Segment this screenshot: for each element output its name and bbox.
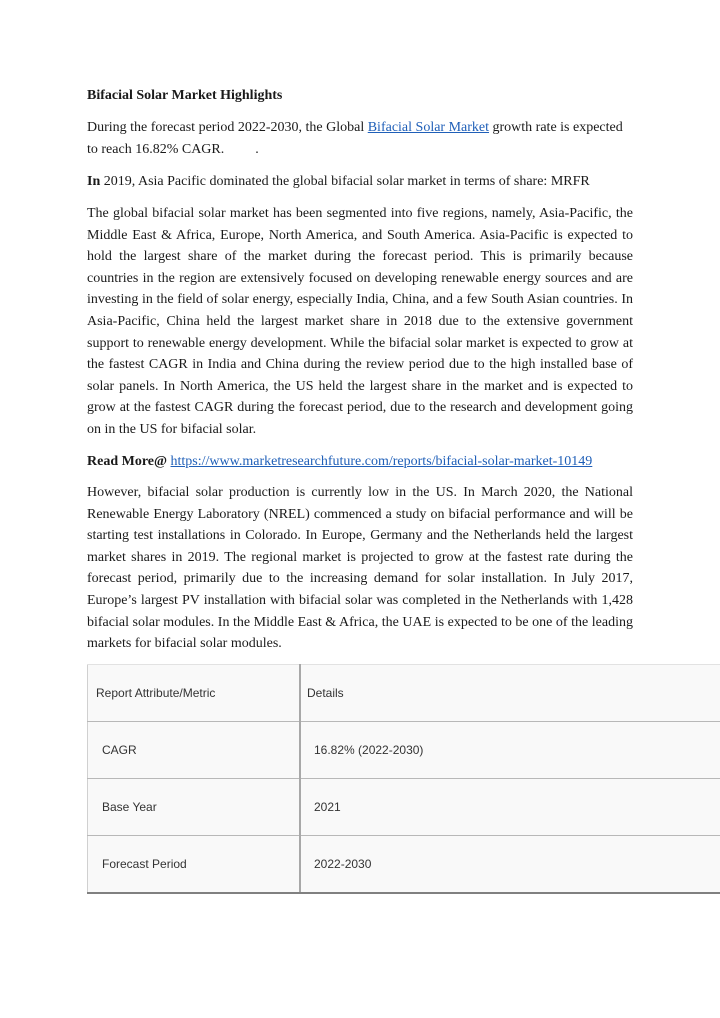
- table-cell: CAGR: [88, 722, 301, 779]
- table-cell: 2022-2030: [300, 836, 720, 894]
- us-europe-paragraph: However, bifacial solar production is currently low in the US. In March 2020, the National Renewable Energy Laboratory (NREL) commenced a study on bifacial performance and will be starting test installations in Colorado. In Europe, Germany and the Netherlands held the largest market shares in 2019. The regional market is projected to grow at the fastest rate during the forecast period, primarily due to the increasing demand for solar installation. In July 2017, Europe’s largest PV installation with bifacial solar was completed in the Netherlands with 1,428 bifacial solar modules. In the Middle East & Africa, the UAE is expected to be one of the leading markets for bifacial solar modules.: [87, 485, 633, 652]
- table-row: [88, 722, 720, 779]
- table-header-cell: Details: [300, 665, 720, 722]
- table-row: [88, 779, 720, 836]
- intro-text-after: growth rate is expected to reach 16.82% CAGR.: [87, 120, 623, 157]
- read-more-link[interactable]: https://www.marketresearchfuture.com/reports/bifacial-solar-market-10149: [170, 454, 593, 469]
- table-row: [88, 836, 720, 894]
- table-cell: Forecast Period: [88, 836, 301, 894]
- intro-paragraph: [87, 117, 633, 160]
- intro-text-before: During the forecast period 2022-2030, the Global: [87, 120, 368, 135]
- section-heading: Bifacial Solar Market Highlights: [87, 88, 283, 103]
- report-attributes-table: [87, 664, 720, 894]
- asia-pacific-paragraph: [87, 171, 633, 193]
- table-cell: 16.82% (2022-2030): [300, 722, 720, 779]
- table-header-row: [88, 665, 720, 722]
- bifacial-solar-market-link[interactable]: Bifacial Solar Market: [367, 120, 490, 135]
- table-cell: Base Year: [88, 779, 301, 836]
- asia-pacific-text: 2019, Asia Pacific dominated the global bifacial solar market in terms of share: MRFR: [100, 174, 590, 189]
- in-bold: In: [87, 174, 101, 189]
- table-cell: 2021: [300, 779, 720, 836]
- table-header-cell: Report Attribute/Metric: [88, 665, 301, 722]
- read-more-label: Read More@: [87, 454, 168, 469]
- read-more-line: [87, 451, 633, 473]
- regional-segmentation-paragraph: The global bifacial solar market has been segmented into five regions, namely, Asia-Pacific, the Middle East & Africa, Europe, North America, and South America. Asia-Pacific is expected to hold the largest share of the market during the forecast period. This is primarily because countries in the region are extensively focused on developing renewable energy sources and are investing in the field of solar energy, especially India, China, and a few South Asian countries. In Asia-Pacific, China held the largest market share in 2018 due to the extensive government support to renewable energy development. While the bifacial solar market is expected to grow at the fastest CAGR in India and China during the review period due to the high installed base of solar panels. In North America, the US held the largest share in the market and is expected to grow at the fastest CAGR during the forecast period, due to the research and development going on in the US for bifacial solar.: [87, 206, 633, 437]
- stray-dot: .: [255, 141, 259, 157]
